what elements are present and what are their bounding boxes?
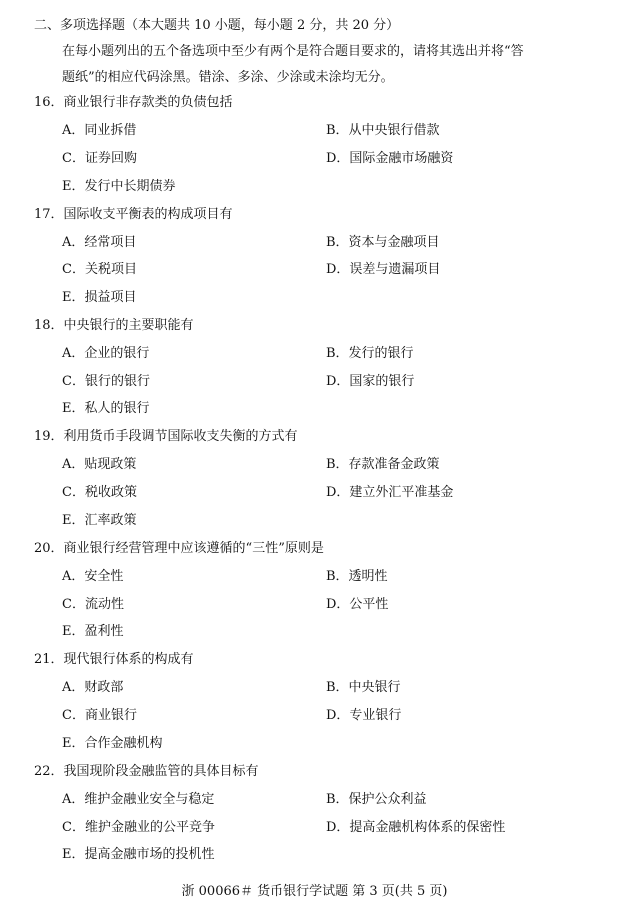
- q19-option-d: D．建立外汇平准基金: [326, 485, 454, 500]
- q16-option-c: C．证券回购: [62, 151, 137, 166]
- q22-option-d: D．提高金融机构体系的保密性: [326, 820, 506, 835]
- q16-option-b: B．从中央银行借款: [326, 123, 440, 138]
- question-20: 20．商业银行经营管理中应该遵循的“三性”原则是: [34, 541, 324, 556]
- q21-option-c: C．商业银行: [62, 708, 137, 723]
- q18-option-a: A．企业的银行: [62, 346, 150, 361]
- q17-option-c: C．关税项目: [62, 262, 137, 277]
- question-17: 17．国际收支平衡表的构成项目有: [34, 207, 233, 222]
- q22-option-e: E．提高金融市场的投机性: [62, 847, 215, 862]
- question-16: 16．商业银行非存款类的负债包括: [34, 95, 233, 110]
- q21-option-b: B．中央银行: [326, 680, 401, 695]
- question-21: 21．现代银行体系的构成有: [34, 652, 194, 667]
- question-19: 19．利用货币手段调节国际收支失衡的方式有: [34, 429, 298, 444]
- q19-option-e: E．汇率政策: [62, 513, 137, 528]
- q16-option-e: E．发行中长期债券: [62, 179, 176, 194]
- q17-option-a: A．经常项目: [62, 235, 137, 250]
- q21-option-a: A．财政部: [62, 680, 124, 695]
- q18-option-b: B．发行的银行: [326, 346, 414, 361]
- q20-option-a: A．安全性: [62, 569, 124, 584]
- q19-option-a: A．贴现政策: [62, 457, 137, 472]
- q20-option-b: B．透明性: [326, 569, 388, 584]
- q21-option-e: E．合作金融机构: [62, 736, 163, 751]
- q16-option-a: A．同业拆借: [62, 123, 137, 138]
- question-22: 22．我国现阶段金融监管的具体目标有: [34, 764, 259, 779]
- q21-option-d: D．专业银行: [326, 708, 402, 723]
- q20-option-d: D．公平性: [326, 597, 389, 612]
- q17-option-e: E．损益项目: [62, 290, 137, 305]
- q18-option-c: C．银行的银行: [62, 374, 150, 389]
- q17-option-b: B．资本与金融项目: [326, 235, 440, 250]
- page-footer: 浙 00066＃ 货币银行学试题 第 3 页(共 5 页): [181, 884, 448, 899]
- q20-option-c: C．流动性: [62, 597, 124, 612]
- q18-option-d: D．国家的银行: [326, 374, 415, 389]
- q20-option-e: E．盈利性: [62, 624, 124, 639]
- q17-option-d: D．误差与遗漏项目: [326, 262, 441, 277]
- q22-option-c: C．维护金融业的公平竞争: [62, 820, 215, 835]
- question-18: 18．中央银行的主要职能有: [34, 318, 194, 333]
- instruction-line-2: 题纸”的相应代码涂黑。错涂、多涂、少涂或未涂均无分。: [62, 70, 394, 85]
- section-title: 二、多项选择题（本大题共 10 小题，每小题 2 分，共 20 分）: [34, 18, 400, 33]
- q22-option-a: A．维护金融业安全与稳定: [62, 792, 215, 807]
- q22-option-b: B．保护公众利益: [326, 792, 427, 807]
- q18-option-e: E．私人的银行: [62, 401, 150, 416]
- instruction-line-1: 在每小题列出的五个备选项中至少有两个是符合题目要求的，请将其选出并将“答: [62, 44, 524, 59]
- q19-option-b: B．存款准备金政策: [326, 457, 440, 472]
- q19-option-c: C．税收政策: [62, 485, 137, 500]
- q16-option-d: D．国际金融市场融资: [326, 151, 454, 166]
